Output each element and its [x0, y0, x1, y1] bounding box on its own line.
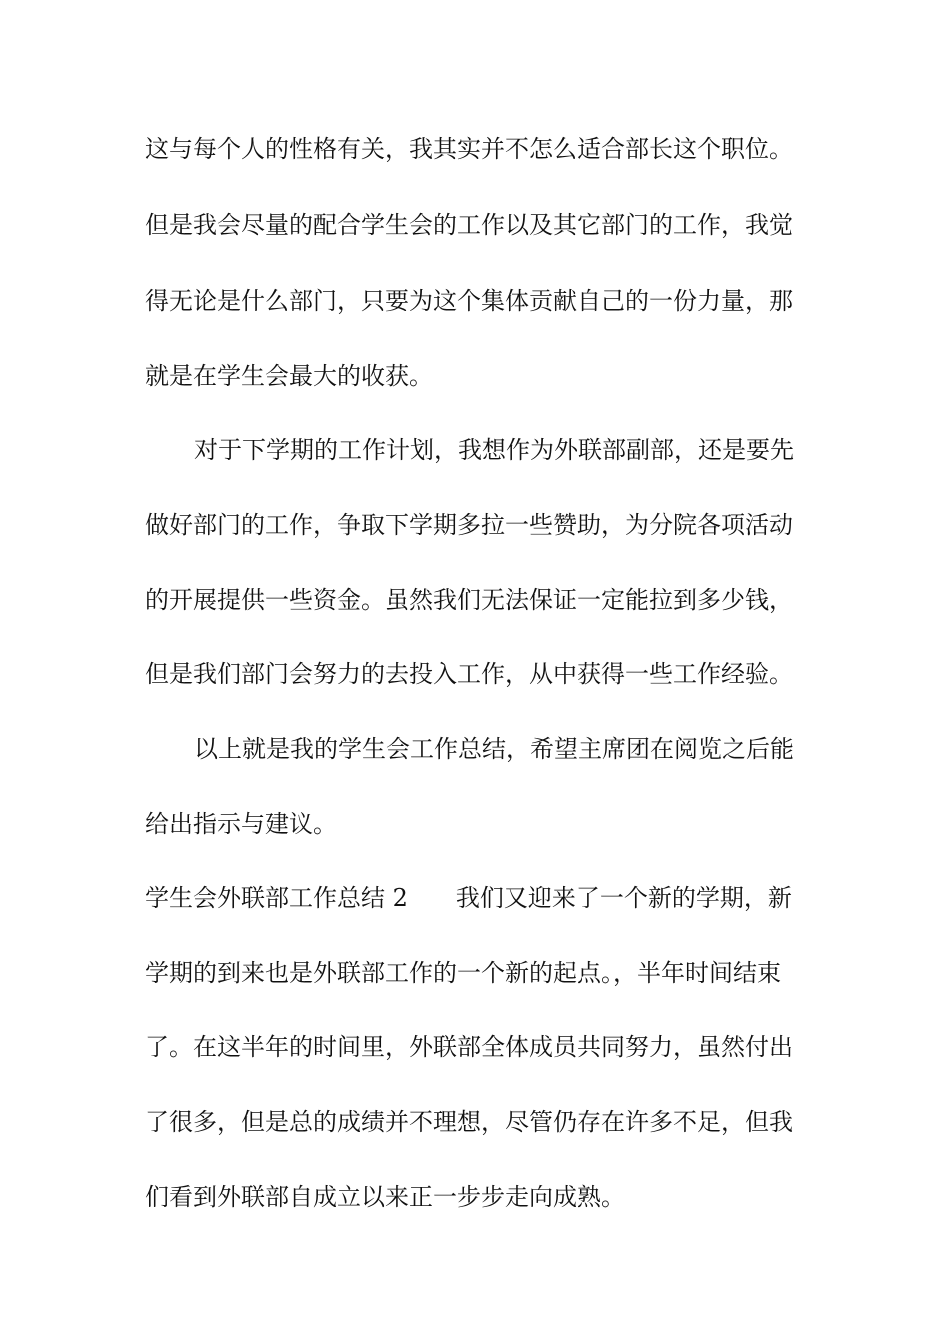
section-heading-line: 学生会外联部工作总结 2 我们又迎来了一个新的学期，新 — [145, 884, 792, 912]
text-line: 做好部门的工作，争取下学期多拉一些赞助，为分院各项活动 — [145, 511, 793, 539]
text-line: 给出指示与建议。 — [145, 810, 337, 838]
text-line: 对于下学期的工作计划，我想作为外联部副部，还是要先 — [194, 436, 794, 464]
text-line: 了很多，但是总的成绩并不理想，尽管仍存在许多不足，但我 — [145, 1108, 793, 1136]
text-line: 这与每个人的性格有关，我其实并不怎么适合部长这个职位。 — [145, 135, 793, 163]
text-line: 学期的到来也是外联部工作的一个新的起点。，半年时间结束 — [145, 959, 781, 987]
text-line: 以上就是我的学生会工作总结，希望主席团在阅览之后能 — [194, 735, 794, 763]
text-line: 们看到外联部自成立以来正一步步走向成熟。 — [145, 1183, 625, 1211]
text-line: 了。在这半年的时间里，外联部全体成员共同努力，虽然付出 — [145, 1033, 793, 1061]
text-line: 但是我们部门会努力的去投入工作，从中获得一些工作经验。 — [145, 660, 793, 688]
text-line: 得无论是什么部门，只要为这个集体贡献自己的一份力量，那 — [145, 287, 793, 315]
text-line: 就是在学生会最大的收获。 — [145, 362, 433, 390]
text-line: 的开展提供一些资金。虽然我们无法保证一定能拉到多少钱， — [145, 586, 793, 614]
text-line: 但是我会尽量的配合学生会的工作以及其它部门的工作，我觉 — [145, 211, 793, 239]
